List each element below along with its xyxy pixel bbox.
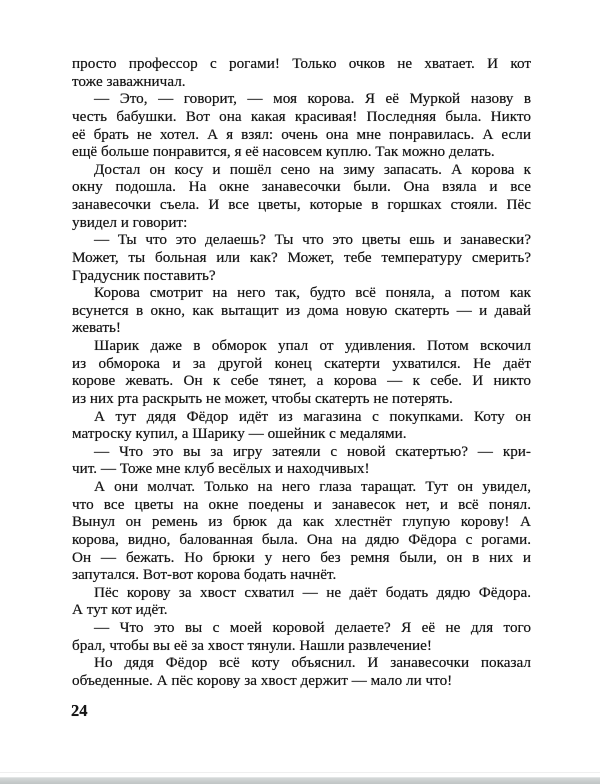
text-line: Градусник поставить? [72,266,216,284]
text-line: Но дядя Фёдор всё коту объяснил. И занавесочки показал [94,654,531,672]
text-line: из обморока и за другой конец скатерти ухватился. Не даёт [72,354,531,372]
text-line: Он — бежать. Но брюки у него без ремня были, он в них и [72,548,531,566]
text-line: матроску купил, а Шарику — ошейник с медалями. [72,425,407,443]
text-line: всунется в окно, как вытащит из дома новую скатерть — и давай [72,301,531,319]
text-line: А тут дядя Фёдор идёт из магазина с покупками. Коту он [94,407,531,425]
text-line: из них рта раскрыть не может, чтобы скатерть не потерять. [72,389,453,407]
text-line: просто профессор с рогами! Только очков не хватает. И кот [72,55,531,72]
text-line: Может, ты больная или как? Может, тебе температуру смерить? [72,248,531,266]
text-line: тоже заважничал. [72,72,186,90]
text-line: окну подошла. На окне занавесочки были. Она взяла и все [72,178,531,196]
text-line: ещё больше понравится, я её насовсем куплю. Так можно делать. [72,143,495,161]
text-line: — Это, — говорит, — моя корова. Я её Муркой назову в [94,90,531,108]
text-line: — Что это вы за игру затеяли с новой скатертью? — кри- [94,442,531,460]
text-line: увидел и говорит: [72,213,188,231]
text-line: брал, чтобы вы её за хвост тянули. Нашли развлечение! [72,636,432,654]
text-line: что все цветы на окне поедены и занавесок нет, и всё понял. [72,495,531,513]
text-line: Шарик даже в обморок упал от удивления. Потом вскочил [94,337,531,354]
text-line: Корова смотрит на него так, будто всё поняла, а потом как [94,284,531,302]
text-line: А тут кот идёт. [72,601,168,619]
text-line: корова, видно, балованная была. Она на дядю Фёдора с рогами. [72,530,531,548]
text-line: её брать не хотел. А я взял: очень она мне понравилась. А если [72,125,531,143]
text-line: — Что это вы с моей коровой делаете? Я её не для того [94,619,531,636]
scan-artifact-line [0,772,600,773]
page-number: 24 [71,701,88,720]
text-line: честь бабушки. Вот она какая красивая! Последняя была. Никто [72,107,531,125]
text-line: Вынул он ремень из брюк да как хлестнёт глупую корову! А [72,513,531,531]
text-line: запутался. Вот-вот корова бодать начнёт. [72,566,337,584]
text-line: А они молчат. Только на него глаза таращат. Тут он увидел, [94,478,531,495]
scan-edge-bottom [0,777,600,784]
text-line: жевать! [72,319,121,337]
text-line: объеденные. А пёс корову за хвост держит — мало ли что! [72,671,453,689]
text-line: Достал он косу и пошёл сено на зиму запасать. А корова к [94,160,531,178]
text-line: занавесочки съела. И все цветы, которые в горшках стояли. Пёс [72,196,531,213]
text-line: — Ты что это делаешь? Ты что это цветы ешь и занавески? [94,231,531,249]
page-text [72,55,531,690]
text-line: Пёс корову за хвост схватил — не даёт бодать дядю Фёдора. [94,583,531,601]
text-line: корове жевать. Он к себе тянет, а корова — к себе. И никто [72,372,531,390]
text-line: чит. — Тоже мне клуб весёлых и находчивых! [72,460,370,478]
